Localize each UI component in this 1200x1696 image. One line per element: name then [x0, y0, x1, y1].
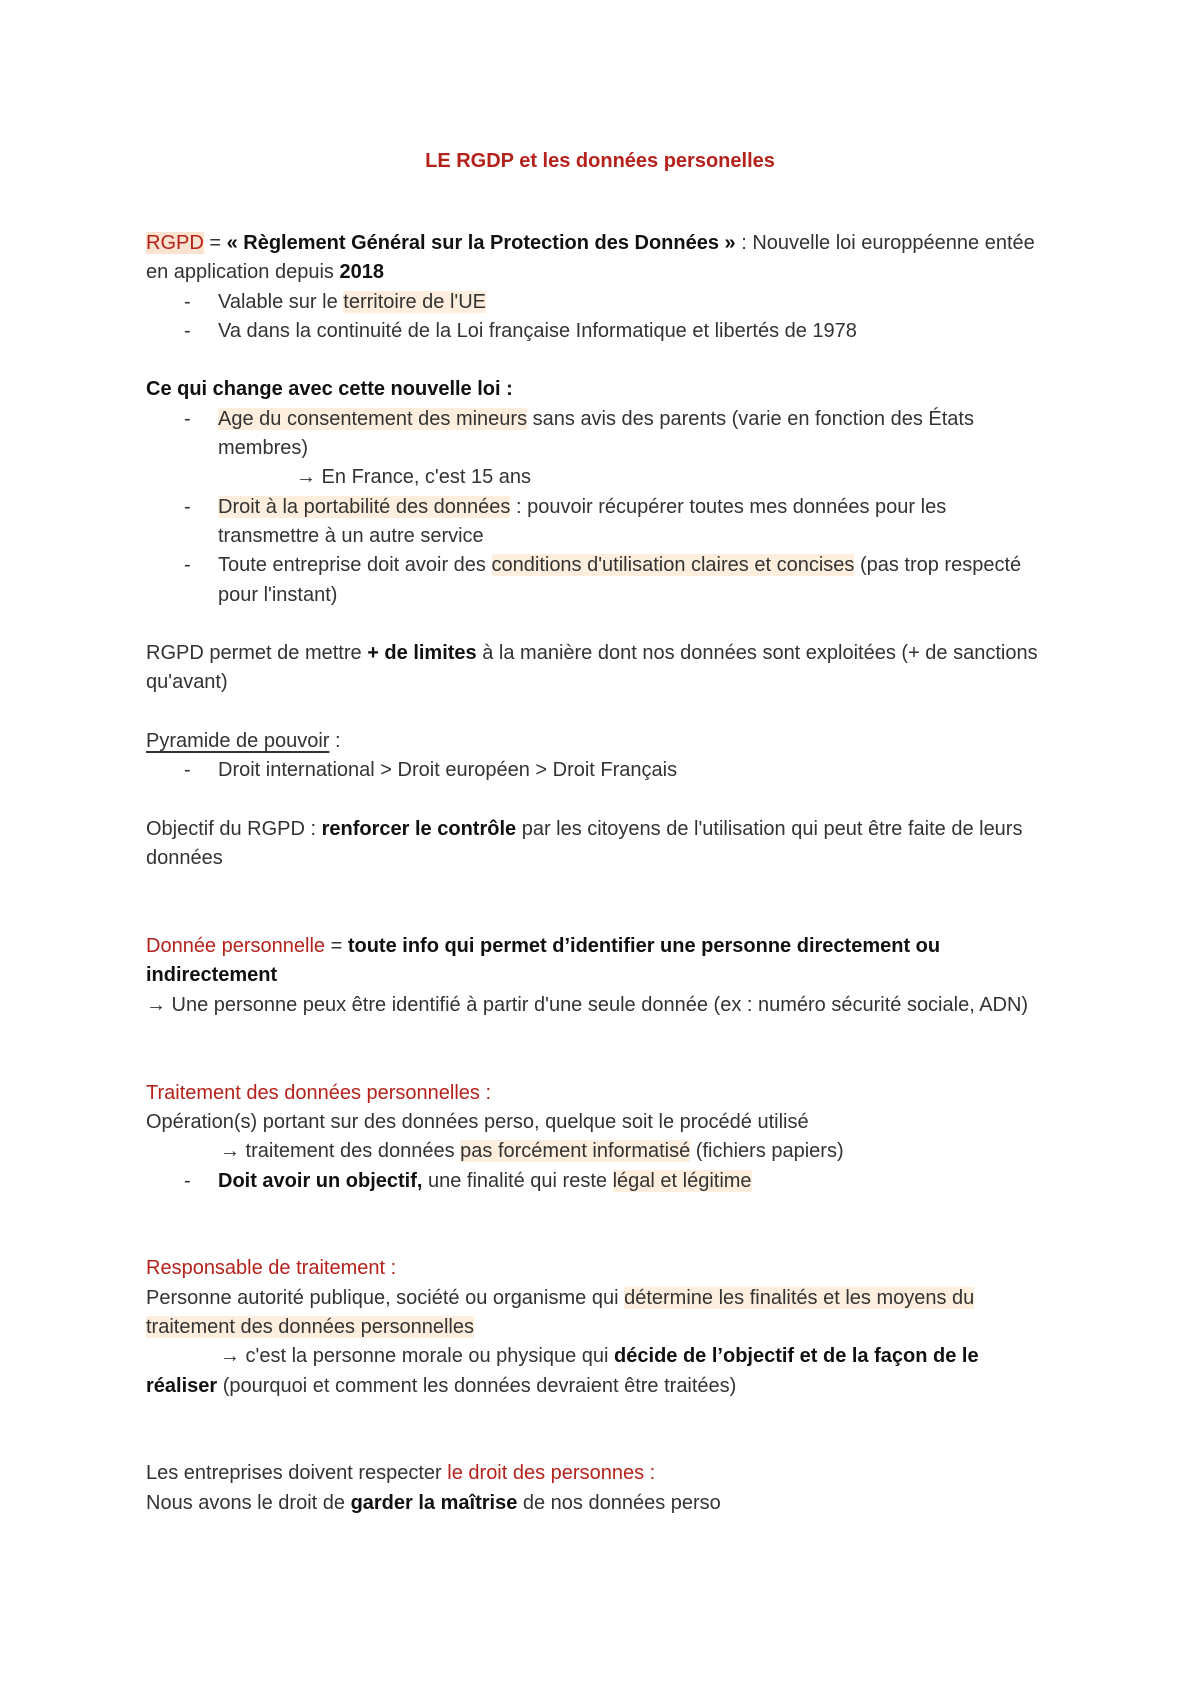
processing-note: → traitement des données pas forcément informatisé (fichiers papiers) [220, 1140, 844, 1163]
controller-heading: Responsable de traitement : [146, 1257, 397, 1280]
list-item: - Valable sur le territoire de l'UE [146, 288, 1046, 317]
document-title: LE RGDP et les données personelles [425, 150, 775, 172]
list-item: - Age du consentement des mineurs sans avis des parents (varie en fonction des États membres) [146, 405, 1046, 464]
list-item: - Toute entreprise doit avoir des conditions d'utilisation claires et concises (pas trop respecté pour l'instant) [146, 551, 1046, 610]
pyramid-list [146, 756, 1046, 785]
processing-list [146, 1167, 1046, 1196]
list-item: - Doit avoir un objectif, une finalité qui reste légal et légitime [146, 1167, 1046, 1196]
personal-data-note: → Une personne peux être identifié à partir d'une seule donnée (ex : numéro sécurité sociale, ADN) [146, 993, 1029, 1016]
rights-paragraph: Les entreprises doivent respecter le droit des personnes : [146, 1462, 656, 1485]
document-body [146, 229, 1046, 1518]
controller-note: → c'est la personne morale ou physique qui décide de l’objectif et de la façon de le réaliser (pourquoi et comment les données devraient être traitées) [146, 1345, 979, 1397]
rgpd-definition: RGPD = « Règlement Général sur la Protection des Données » : Nouvelle loi europpéenne entée en application depuis 2018 [146, 232, 1035, 284]
rgpd-facts-list [146, 288, 1046, 347]
limits-paragraph: RGPD permet de mettre + de limites à la manière dont nos données sont exploitées (+ de sanctions qu'avant) [146, 642, 1038, 694]
list-item: - Droit à la portabilité des données : pouvoir récupérer toutes mes données pour les transmettre à un autre service [146, 493, 1046, 552]
rights-detail: Nous avons le droit de garder la maîtrise de nos données perso [146, 1491, 721, 1514]
changes-heading: Ce qui change avec cette nouvelle loi : [146, 378, 513, 401]
changes-list [146, 405, 1046, 464]
pyramid-heading: Pyramide de pouvoir : [146, 730, 341, 753]
rgpd-year: 2018 [339, 261, 384, 284]
personal-data-definition: Donnée personnelle = toute info qui permet d’identifier une personne directement ou indirectement [146, 935, 941, 987]
france-age-note: → En France, c'est 15 ans [296, 466, 532, 489]
list-item: - Droit international > Droit européen > Droit Français [146, 756, 1046, 785]
controller-definition: Personne autorité publique, société ou organisme qui détermine les finalités et les moyens du traitement des données personnelles [146, 1286, 975, 1338]
rgpd-full-name: « Règlement Général sur la Protection des Données » [226, 232, 736, 254]
objective-paragraph: Objectif du RGPD : renforcer le contrôle par les citoyens de l'utilisation qui peut être faite de leurs données [146, 817, 1023, 870]
list-item: - Va dans la continuité de la Loi française Informatique et libertés de 1978 [146, 317, 1046, 346]
processing-heading: Traitement des données personnelles : [146, 1081, 492, 1104]
rgpd-acronym: RGPD [146, 232, 204, 254]
processing-definition: Opération(s) portant sur des données perso, quelque soit le procédé utilisé [146, 1110, 809, 1133]
